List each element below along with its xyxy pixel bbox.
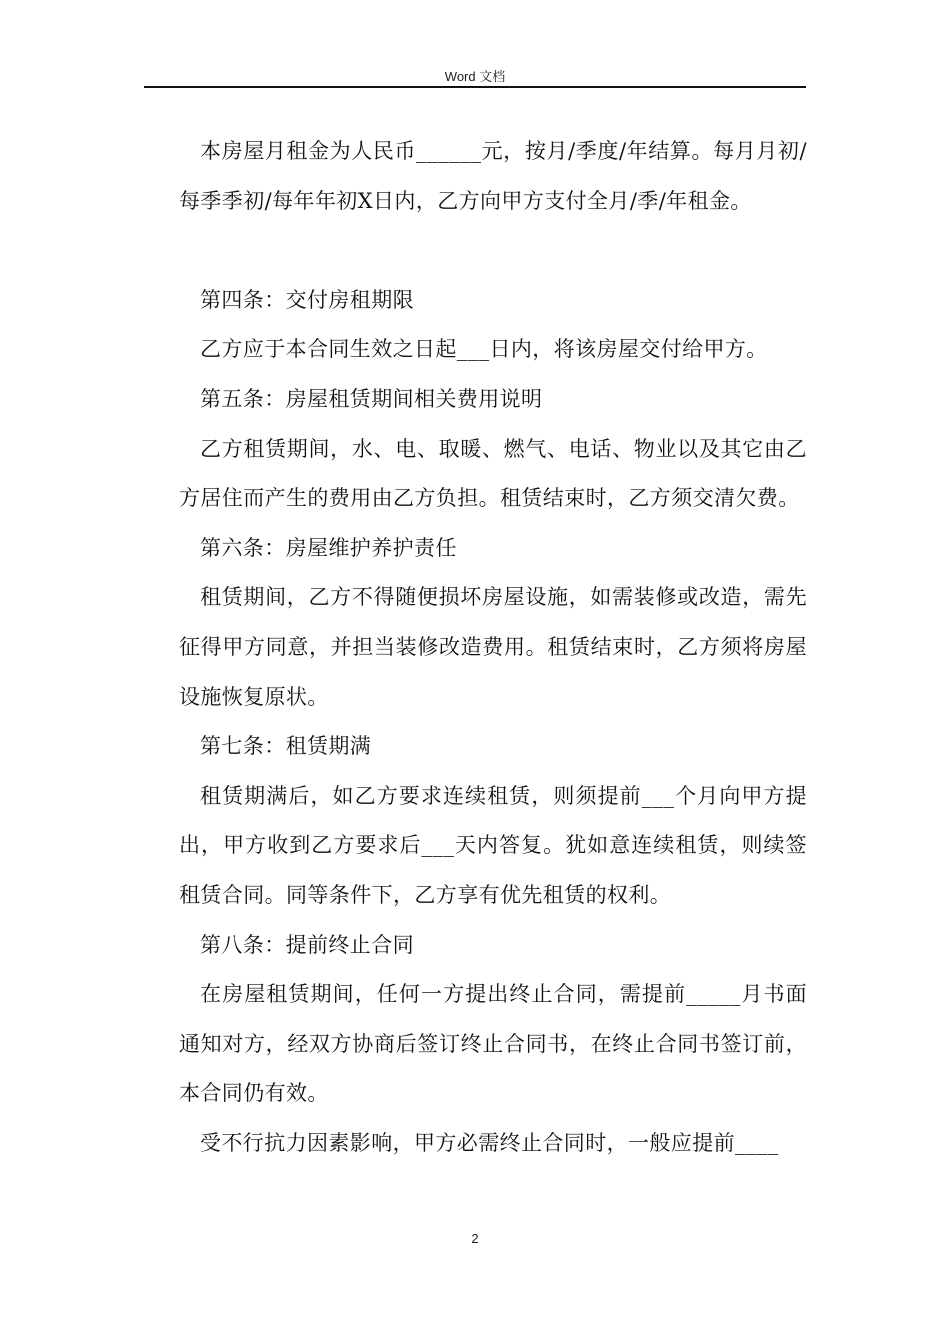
page-number: 2 <box>471 1231 479 1246</box>
document-body <box>179 127 807 1168</box>
force-majeure-paragraph: 受不行抗力因素影响，甲方必需终止合同时，一般应提前____ <box>200 1130 779 1155</box>
article-6-paragraph: 租赁期间，乙方不得随便损坏房屋设施，如需装修或改造，需先征得甲方同意，并担当装修改造费用。租赁结束时，乙方须将房屋设施恢复原状。 <box>179 585 807 709</box>
article-4-paragraph: 乙方应于本合同生效之日起___日内，将该房屋交付给甲方。 <box>200 337 768 362</box>
article-5-paragraph: 乙方租赁期间，水、电、取暖、燃气、电话、物业以及其它由乙方居住而产生的费用由乙方负担。租赁结束时，乙方须交清欠费。 <box>179 436 807 511</box>
rent-amount-paragraph: 本房屋月租金为人民币______元，按月/季度/年结算。每月月初/每季季初/每年年初X日内，乙方向甲方支付全月/季/年租金。 <box>179 139 807 213</box>
article-5-heading: 第五条：房屋租赁期间相关费用说明 <box>200 386 543 411</box>
article-8-paragraph: 在房屋租赁期间，任何一方提出终止合同，需提前_____月书面通知对方，经双方协商后签订终止合同书，在终止合同书签订前，本合同仍有效。 <box>179 982 807 1106</box>
article-7-paragraph: 租赁期满后，如乙方要求连续租赁，则须提前___个月向甲方提出，甲方收到乙方要求后___天内答复。犹如意连续租赁，则续签租赁合同。同等条件下，乙方享有优先租赁的权利。 <box>179 783 807 907</box>
header-divider <box>144 86 806 88</box>
page-header-title: Word 文档 <box>444 69 506 84</box>
article-7-heading: 第七条：租赁期满 <box>200 734 372 759</box>
article-6-heading: 第六条：房屋维护养护责任 <box>200 535 457 560</box>
article-8-heading: 第八条：提前终止合同 <box>200 932 414 957</box>
article-4-heading: 第四条：交付房租期限 <box>200 287 414 312</box>
blank-line <box>179 226 807 276</box>
